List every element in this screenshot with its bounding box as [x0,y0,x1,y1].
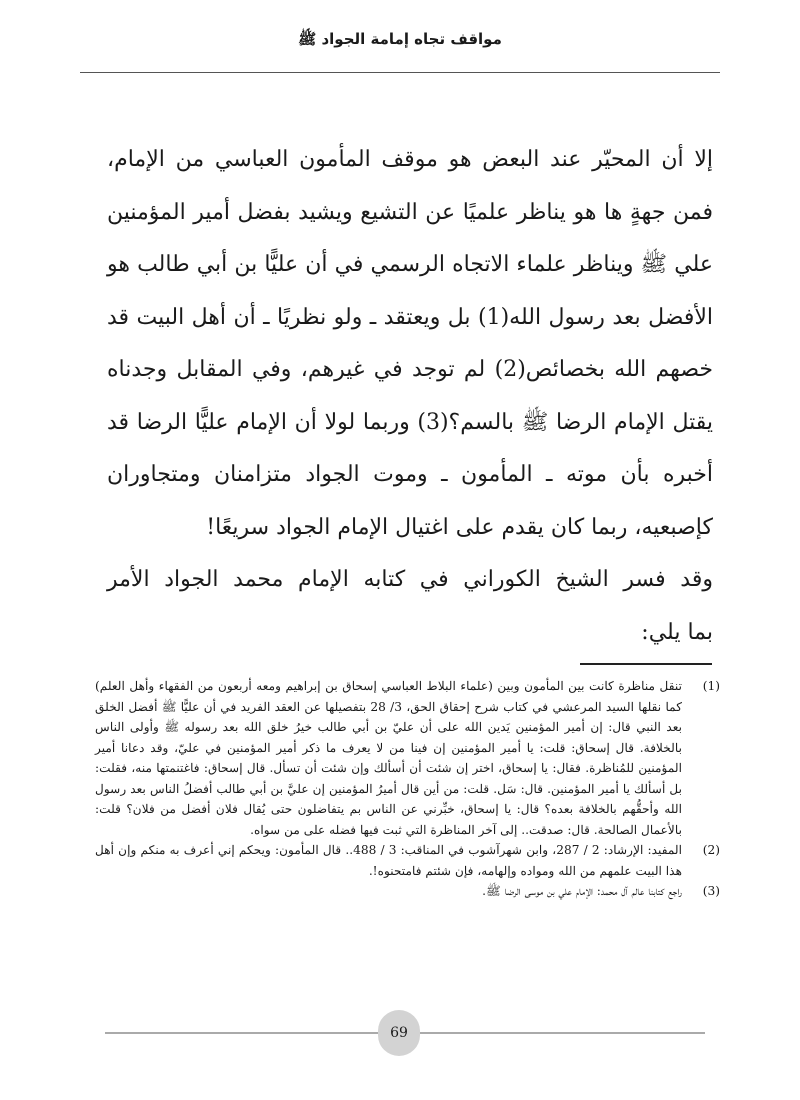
footnote [95,881,720,902]
text-line: خصهم الله بخصائص(2) لم توجد في غيرهم، وفي المقابل وجدناه [107,357,714,382]
text-line: الأفضل بعد رسول الله(1) بل ويعتقد ـ ولو نظريًا ـ أن أهل البيت قد [107,304,714,330]
header-divider [80,72,720,73]
footnote-number: (2) [702,843,720,857]
footnote-divider [580,663,712,665]
footnote-text: راجع كتابنا عالم آل محمد: الإمام علي بن موسى الرضا ﷺ. [482,884,682,898]
footnote-number: (3) [702,884,720,898]
footnote [95,676,720,840]
footnote-text: تنقل مناظرة كانت بين المأمون وبين (علماء البلاط العباسي إسحاق بن إبراهيم ومعه أربعون من الفقهاء وأهل العلم) كما نقلها السيد المرعشي في كتاب شرح إحقاق الحق، 3/ 28 بتفصيلها عن العقد الفريد في أن عليًّا ﷺ أفضل الخلق بعد النبي قال: إن أمير المؤمنين يَدين الله على أن عليّ بن أبي طالب خيرُ خلق الله بعد رسوله ﷺ وأولى الناس بالخلافة. قال إسحاق: قلت: يا أمير المؤمنين إن فينا من لا يعرف ما ذكر أمير المؤمنين في عليّ، وقد دعانا أمير المؤمنين للمُناظرة. فقال: يا إسحاق، اختر إن شئت أن أسألك وإن شئت أن تسأل. قال إسحاق: فاغتنمتها منه، فقلت: بل أسألك يا أمير المؤمنين. قال: سَل. قلت: من أين قال أميرُ المؤمنين إن عليَّ بن أبي طالب أفضلُ الناس بعد رسول الله وأحقُّهم بالخلافة بعده؟ قال: يا إسحاق، خبِّرني عن الناس بم يتفاضلون حتى يُقال فلان أفضل من فلان؟ قلت: بالأعمال الصالحة. قال: صدقت.. إلى آخر المناظرة التي ثبت فيها فضله على من سواه. [95,679,683,837]
text-line: فمن جهةٍ ها هو يناظر علميًا عن التشيع ويشيد بفضل أمير المؤمنين [107,199,713,225]
text-line: أخبره بأن موته ـ المأمون ـ وموت الجواد متزامنان ومتجاوران [107,462,713,487]
footnote [95,840,720,881]
text-line: إلا أن المحيّر عند البعض هو موقف المأمون العباسي من الإمام، [107,147,713,172]
page-number: 69 [378,1010,420,1056]
footnote-number: (1) [702,679,720,693]
running-header: مواقف تجاه إمامة الجواد ﷺ [298,30,502,48]
text-line: يقتل الإمام الرضا ﷺ بالسم؟(3) وربما لولا أن الإمام عليًّا الرضا قد [107,409,713,435]
body-text [107,140,713,665]
footnotes [95,676,720,902]
text-line: علي ﷺ ويناظر علماء الاتجاه الرسمي في أن عليًّا بن أبي طالب هو [107,252,713,277]
text-line: بما يلي: [641,619,713,645]
footnote-text: المفيد: الإرشاد: 2 / 287، وابن شهرآشوب في المناقب: 3 / 488.. قال المأمون: ويحكم إني أعرف به منكم وإن أهل هذا البيت علمهم من الله ومواده وإلهامه، فإن شئتم فامتحنوه!. [95,843,683,878]
text-line: كإصبعيه، ربما كان يقدم على اغتيال الإمام الجواد سريعًا! [206,514,713,540]
text-line: وقد فسر الشيخ الكوراني في كتابه الإمام محمد الجواد الأمر [107,567,713,592]
